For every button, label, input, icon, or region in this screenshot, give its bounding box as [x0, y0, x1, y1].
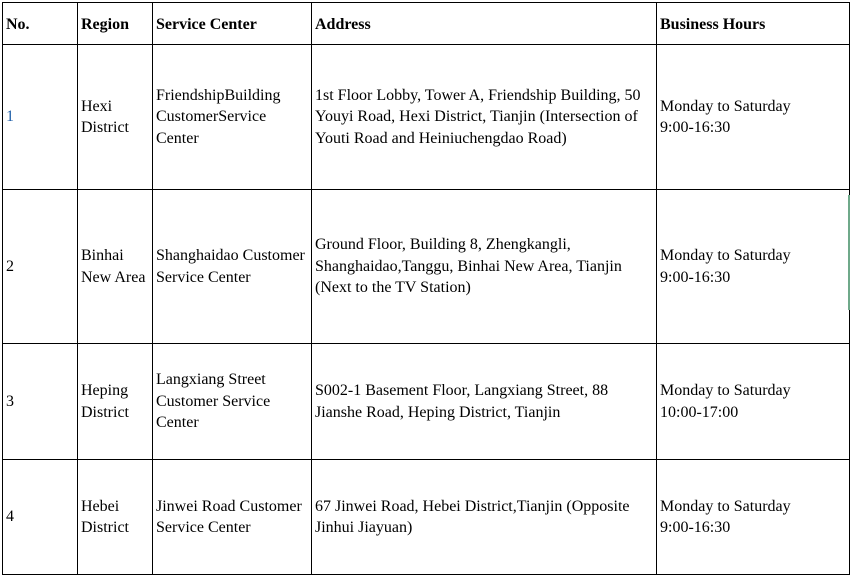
table-row — [3, 344, 850, 460]
row-region: Heping District — [78, 344, 153, 460]
row-business-hours — [657, 344, 850, 460]
row-number: 3 — [3, 344, 78, 460]
row-number: 1 — [3, 45, 78, 190]
row-address: S002-1 Basement Floor, Langxiang Street, 88 Jianshe Road, Heping District, Tianjin — [312, 344, 657, 460]
row-service-center: Jinwei Road Customer Service Center — [153, 460, 312, 575]
header-address: Address — [312, 3, 657, 45]
row-address: 67 Jinwei Road, Hebei District,Tianjin (Opposite Jinhui Jiayuan) — [312, 460, 657, 575]
row-region: Hebei District — [78, 460, 153, 575]
row-hours-time: 10:00-17:00 — [660, 403, 739, 421]
row-hours-days: Monday to Saturday — [660, 382, 791, 399]
row-hours-time: 9:00-16:30 — [660, 119, 731, 136]
service-centers-table — [2, 2, 850, 575]
header-no: No. — [3, 3, 78, 45]
row-business-hours — [657, 45, 850, 190]
header-business-hours: Business Hours — [657, 3, 850, 45]
row-service-center: Langxiang Street Customer Service Center — [153, 344, 312, 460]
row-region: Hexi District — [78, 45, 153, 190]
table-row — [3, 190, 850, 344]
row-address: Ground Floor, Building 8, Zhengkangli, Shanghaidao,Tanggu, Binhai New Area, Tianjin (Next to the TV Station) — [312, 190, 657, 344]
row-service-center: Shanghaidao Customer Service Center — [153, 190, 312, 344]
header-service-center: Service Center — [153, 3, 312, 45]
header-row — [3, 3, 850, 45]
row-address: 1st Floor Lobby, Tower A, Friendship Building, 50 Youyi Road, Hexi District, Tianjin (Intersection of Youti Road and Heiniuchengdao Road) — [312, 45, 657, 190]
header-region: Region — [78, 3, 153, 45]
row-hours-days: Monday to Saturday — [660, 97, 791, 115]
row-hours-days: Monday to Saturday — [660, 247, 791, 264]
row-region: Binhai New Area — [78, 190, 153, 344]
row-business-hours — [657, 190, 850, 344]
table-row — [3, 45, 850, 190]
row-hours-time: 9:00-16:30 — [660, 268, 731, 286]
table-row — [3, 460, 850, 575]
row-business-hours — [657, 460, 850, 575]
row-hours-days: Monday to Saturday — [660, 497, 791, 515]
row-hours-time: 9:00-16:30 — [660, 519, 731, 536]
row-service-center: FriendshipBuilding CustomerService Center — [153, 45, 312, 190]
row-number: 2 — [3, 190, 78, 344]
row-number: 4 — [3, 460, 78, 575]
edge-marker — [848, 195, 850, 310]
